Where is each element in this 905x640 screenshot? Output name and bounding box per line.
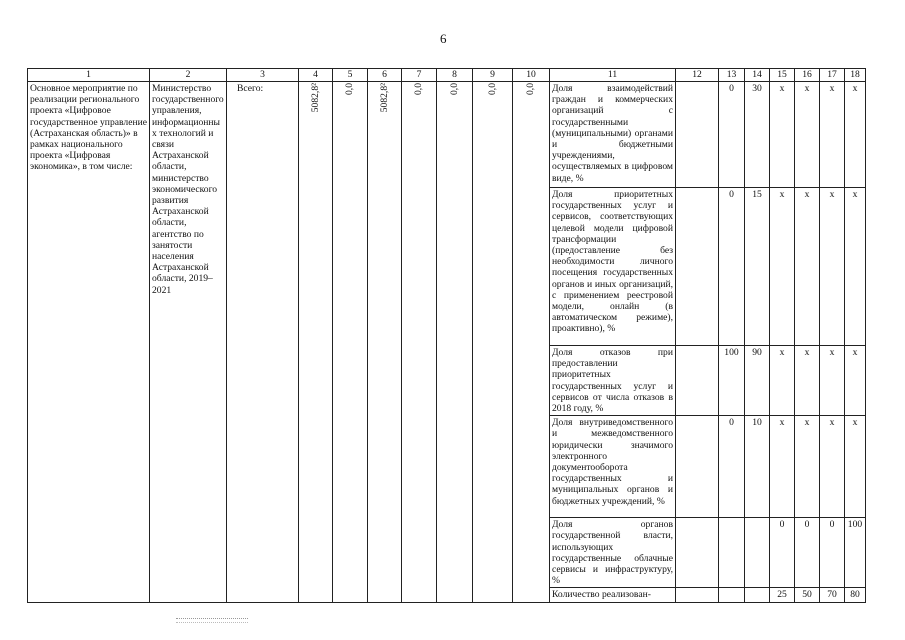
indicator-value: 100 <box>845 518 866 588</box>
funding-value: 5082,8² <box>378 83 390 113</box>
indicator-value <box>745 588 770 603</box>
funding-col-4 <box>299 82 333 603</box>
indicator-value <box>676 188 719 346</box>
indicator-name: Доля внутриведомственного и межведомственного юридически значимого электронного документооборота государственных и муниципальных органов и бюджетных учреждений, % <box>550 416 676 518</box>
funding-col-6 <box>368 82 402 603</box>
indicator-value: 0 <box>719 416 745 518</box>
indicator-value: 50 <box>795 588 820 603</box>
indicator-value: x <box>795 82 820 188</box>
program-table <box>27 68 866 603</box>
indicator-name: Доля органов государственной власти, использующих государственные облачные сервисы и инфраструктуру, % <box>550 518 676 588</box>
indicator-value <box>676 588 719 603</box>
col-header: 7 <box>402 69 437 82</box>
indicator-value: x <box>795 346 820 416</box>
indicator-value: 0 <box>795 518 820 588</box>
indicator-value <box>719 588 745 603</box>
indicator-value: x <box>820 346 845 416</box>
page-number: 6 <box>440 31 447 46</box>
indicator-value <box>676 346 719 416</box>
indicator-value: 25 <box>770 588 795 603</box>
col-header: 18 <box>845 69 866 82</box>
total-label: Всего: <box>227 82 299 603</box>
col-header: 6 <box>368 69 402 82</box>
col-header: 17 <box>820 69 845 82</box>
col-header: 14 <box>745 69 770 82</box>
indicator-value <box>676 518 719 588</box>
scan-artifact <box>176 618 248 623</box>
indicator-row <box>28 82 866 188</box>
funding-value: 0,0 <box>486 83 498 95</box>
funding-col-7 <box>402 82 437 603</box>
indicator-value: x <box>770 82 795 188</box>
indicator-value: 0 <box>719 82 745 188</box>
indicator-value: x <box>845 416 866 518</box>
indicator-value: 100 <box>719 346 745 416</box>
col-header: 5 <box>333 69 368 82</box>
col-header: 13 <box>719 69 745 82</box>
indicator-value <box>745 518 770 588</box>
funding-col-10 <box>513 82 550 603</box>
funding-value: 0,0 <box>448 83 460 95</box>
funding-value: 5082,8² <box>309 83 321 113</box>
indicator-value: 0 <box>770 518 795 588</box>
indicator-value: 0 <box>719 188 745 346</box>
indicator-value: 10 <box>745 416 770 518</box>
indicator-value: x <box>770 188 795 346</box>
col-header: 4 <box>299 69 333 82</box>
executors: Министерство государственного управления, информационных технологий и связи Астраханской области, министерство экономического развития Астраханской области, агентство по занятости населения Астраханской области, 2019–2021 <box>150 82 227 603</box>
indicator-name: Доля приоритетных государственных услуг и сервисов, соответствующих целевой модели цифровой трансформации (предоставление без необходимости личного посещения государственных органов и иных организаций, с применением реестровой модели, онлайн (в автоматическом режиме), проактивно), % <box>550 188 676 346</box>
col-header: 3 <box>227 69 299 82</box>
col-header: 10 <box>513 69 550 82</box>
indicator-value: x <box>845 346 866 416</box>
indicator-name: Количество реализован- <box>550 588 676 603</box>
indicator-value: 30 <box>745 82 770 188</box>
indicator-value <box>676 416 719 518</box>
funding-value: 0,0 <box>344 83 356 95</box>
col-header: 1 <box>28 69 150 82</box>
measure-name: Основное мероприятие по реализации регионального проекта «Цифровое государственное управление (Астраханская область)» в рамках национального проекта «Цифровая экономика», в том числе: <box>28 82 150 603</box>
indicator-value: 15 <box>745 188 770 346</box>
funding-value: 0,0 <box>413 83 425 95</box>
col-header: 2 <box>150 69 227 82</box>
col-header: 9 <box>473 69 513 82</box>
indicator-value: x <box>820 188 845 346</box>
indicator-value: x <box>845 82 866 188</box>
col-header: 16 <box>795 69 820 82</box>
indicator-value <box>719 518 745 588</box>
indicator-value: 80 <box>845 588 866 603</box>
indicator-value: 0 <box>820 518 845 588</box>
indicator-value: 90 <box>745 346 770 416</box>
col-header: 15 <box>770 69 795 82</box>
header-row <box>28 69 866 82</box>
indicator-value: x <box>770 346 795 416</box>
col-header: 8 <box>437 69 473 82</box>
indicator-value: x <box>795 188 820 346</box>
indicator-value: x <box>820 416 845 518</box>
indicator-value: 70 <box>820 588 845 603</box>
funding-col-5 <box>333 82 368 603</box>
col-header: 12 <box>676 69 719 82</box>
indicator-name: Доля отказов при предоставлении приоритетных государственных услуг и сервисов от числа отказов в 2018 году, % <box>550 346 676 416</box>
funding-col-9 <box>473 82 513 603</box>
indicator-value <box>676 82 719 188</box>
indicator-value: x <box>795 416 820 518</box>
indicator-value: x <box>770 416 795 518</box>
indicator-name: Доля взаимодействий граждан и коммерческих организаций с государственными (муниципальными) органами и бюджетными учреждениями, осуществляемых в цифровом виде, % <box>550 82 676 188</box>
indicator-value: x <box>845 188 866 346</box>
funding-value: 0,0 <box>525 83 537 95</box>
funding-col-8 <box>437 82 473 603</box>
col-header: 11 <box>550 69 676 82</box>
indicator-value: x <box>820 82 845 188</box>
